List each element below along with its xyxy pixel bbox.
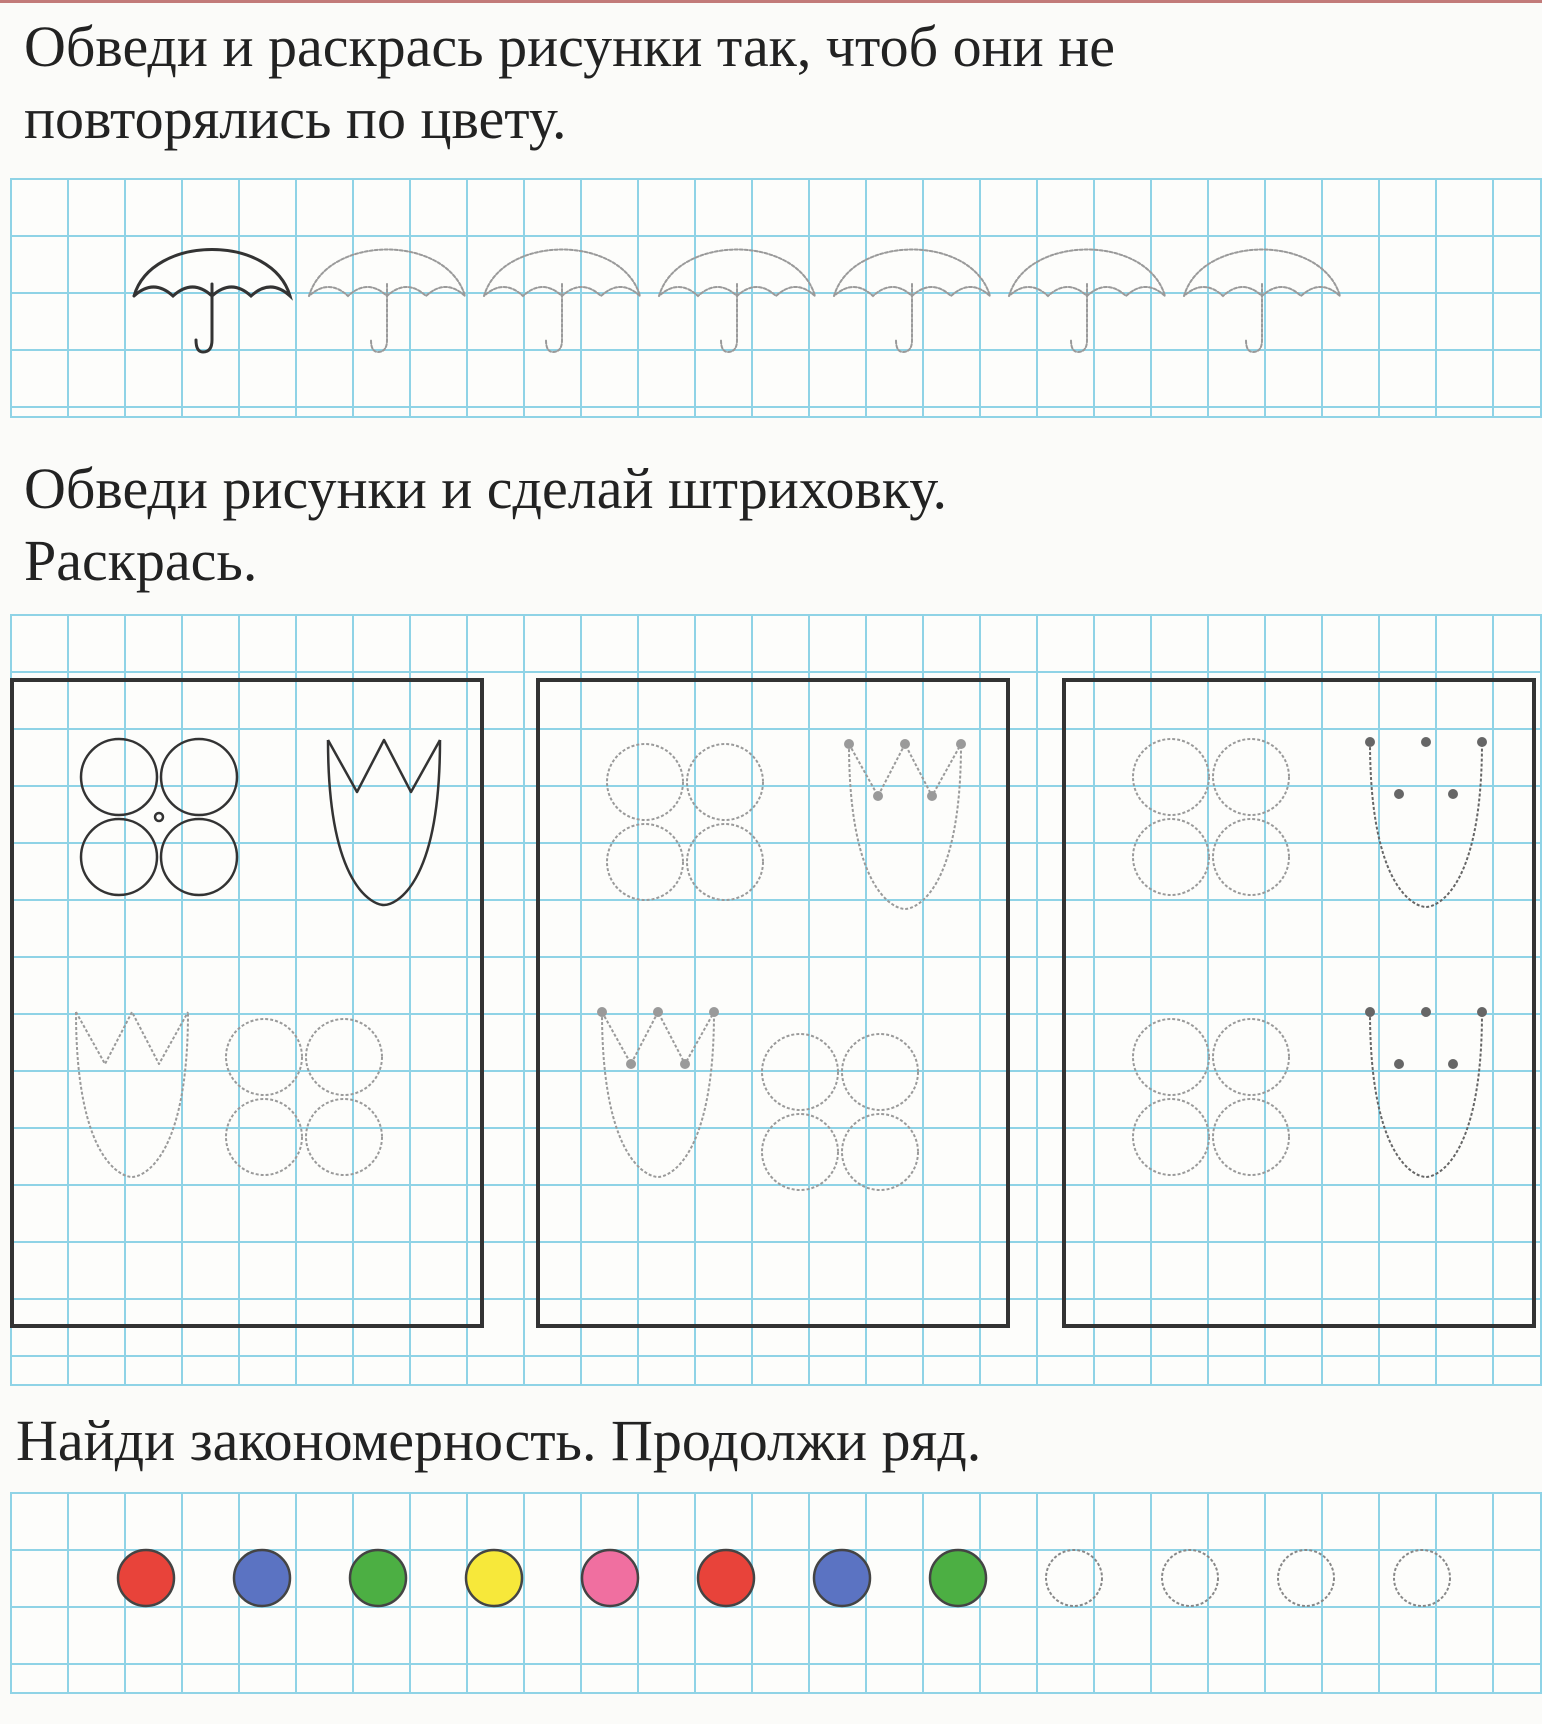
color-circle: [118, 1550, 174, 1606]
umbrella-icon: [309, 250, 465, 353]
umbrella-icon: [659, 250, 815, 353]
clover-icon: [607, 744, 763, 900]
circles-grid: [10, 1492, 1542, 1694]
umbrella-icon: [134, 250, 290, 353]
task1-title-line2: повторялись по цвету.: [24, 86, 567, 151]
tulip-icon: [844, 739, 966, 909]
tulip-icon: [76, 1012, 188, 1177]
circle-row: [10, 1492, 1540, 1692]
panel-3-drawings: [1066, 682, 1532, 1324]
task2-title-line1: Обведи рисунки и сделай штриховку.: [24, 456, 947, 521]
panel-2: [536, 678, 1010, 1328]
umbrella-row: [10, 178, 1540, 416]
clover-icon: [226, 1019, 382, 1175]
tulip-icon: [597, 1007, 719, 1177]
umbrella-icon: [484, 250, 640, 353]
panel-1: [10, 678, 484, 1328]
tulip-icon: [1365, 1007, 1487, 1177]
panel-2-drawings: [540, 682, 1006, 1324]
color-circle: [582, 1550, 638, 1606]
panel-3: [1062, 678, 1536, 1328]
panel-1-drawings: [14, 682, 480, 1324]
umbrella-icon: [834, 250, 990, 353]
empty-circle[interactable]: [1394, 1550, 1450, 1606]
clover-icon: [1133, 739, 1289, 895]
color-circle: [930, 1550, 986, 1606]
color-circle: [466, 1550, 522, 1606]
task1-title-line1: Обведи и раскрась рисунки так, чтоб они не: [24, 14, 1115, 79]
tulip-icon: [328, 740, 440, 905]
clover-icon: [1133, 1019, 1289, 1175]
task3-title: Найди закономерность. Продолжи ряд.: [16, 1408, 982, 1473]
empty-circle[interactable]: [1278, 1550, 1334, 1606]
empty-circle[interactable]: [1162, 1550, 1218, 1606]
top-rule: [0, 0, 1542, 3]
task2-title-line2: Раскрась.: [24, 528, 258, 593]
umbrella-grid: [10, 178, 1542, 418]
color-circle: [350, 1550, 406, 1606]
clover-icon: [81, 739, 237, 895]
umbrella-icon: [1009, 250, 1165, 353]
empty-circle[interactable]: [1046, 1550, 1102, 1606]
color-circle: [698, 1550, 754, 1606]
tulip-icon: [1365, 737, 1487, 907]
umbrella-icon: [1184, 250, 1340, 353]
shapes-grid: [10, 614, 1542, 1386]
color-circle: [234, 1550, 290, 1606]
color-circle: [814, 1550, 870, 1606]
clover-icon: [762, 1034, 918, 1190]
